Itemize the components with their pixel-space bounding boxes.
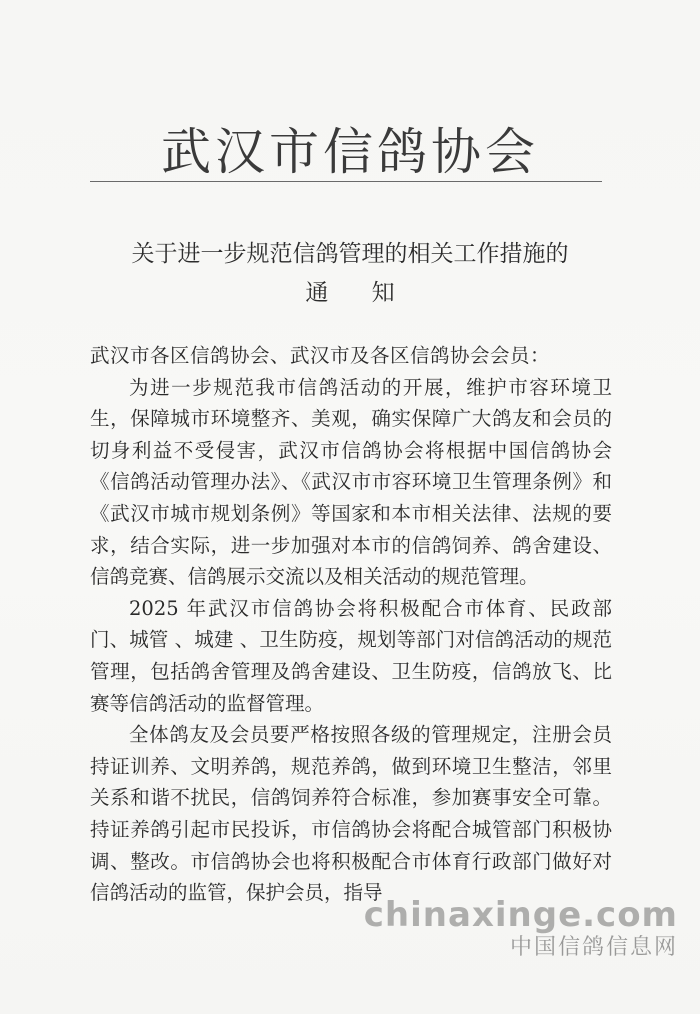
paragraph-2: 2025 年武汉市信鸽协会将积极配合市体育、民政部门、城管 、城建 、卫生防疫，规划等部门对信鸽活动的规范管理，包括鸽舍管理及鸽舍建设、卫生防疫，信鸽放飞、比赛等信鸽活动的监督管理。 bbox=[90, 596, 612, 715]
notice-subtitle: 通 知 bbox=[305, 280, 413, 306]
paragraph-3: 全体鸽友及会员要严格按照各级的管理规定，注册会员持证训养、文明养鸽，规范养鸽，做到环境卫生整洁，邻里关系和谐不扰民，信鸽饲养符合标准，参加赛事安全可靠。持证养鸽引起市民投诉，市信鸽协会将配合城管部门积极协调、整改。市信鸽协会也将积极配合市体育行政部门做好对信鸽活动的监管，保护会员，指导 bbox=[90, 723, 612, 905]
watermark-site-name: 中国信鸽信息网 bbox=[509, 935, 678, 960]
watermark-url: chinaxinge.com bbox=[363, 895, 678, 935]
salutation: 武汉市各区信鸽协会、武汉市及各区信鸽协会会员： bbox=[90, 344, 551, 367]
header-divider bbox=[90, 181, 602, 182]
paragraph-1: 为进一步规范我市信鸽活动的开展，维护市容环境卫生，保障城市环境整齐、美观，确实保障广大鸽友和会员的切身利益不受侵害，武汉市信鸽协会将根据中国信鸽协会《信鸽活动管理办法》、《武汉市市容环境卫生管理条例》和《武汉市城市规划条例》等国家和本市相关法律、法规的要求，结合实际，进一步加强对本市的信鸽饲养、鸽舍建设、信鸽竞赛、信鸽展示交流以及相关活动的规范管理。 bbox=[90, 375, 612, 589]
notice-title: 关于进一步规范信鸽管理的相关工作措施的 bbox=[131, 241, 569, 267]
org-header-title: 武汉市信鸽协会 bbox=[161, 122, 539, 181]
notice-body bbox=[90, 340, 612, 909]
